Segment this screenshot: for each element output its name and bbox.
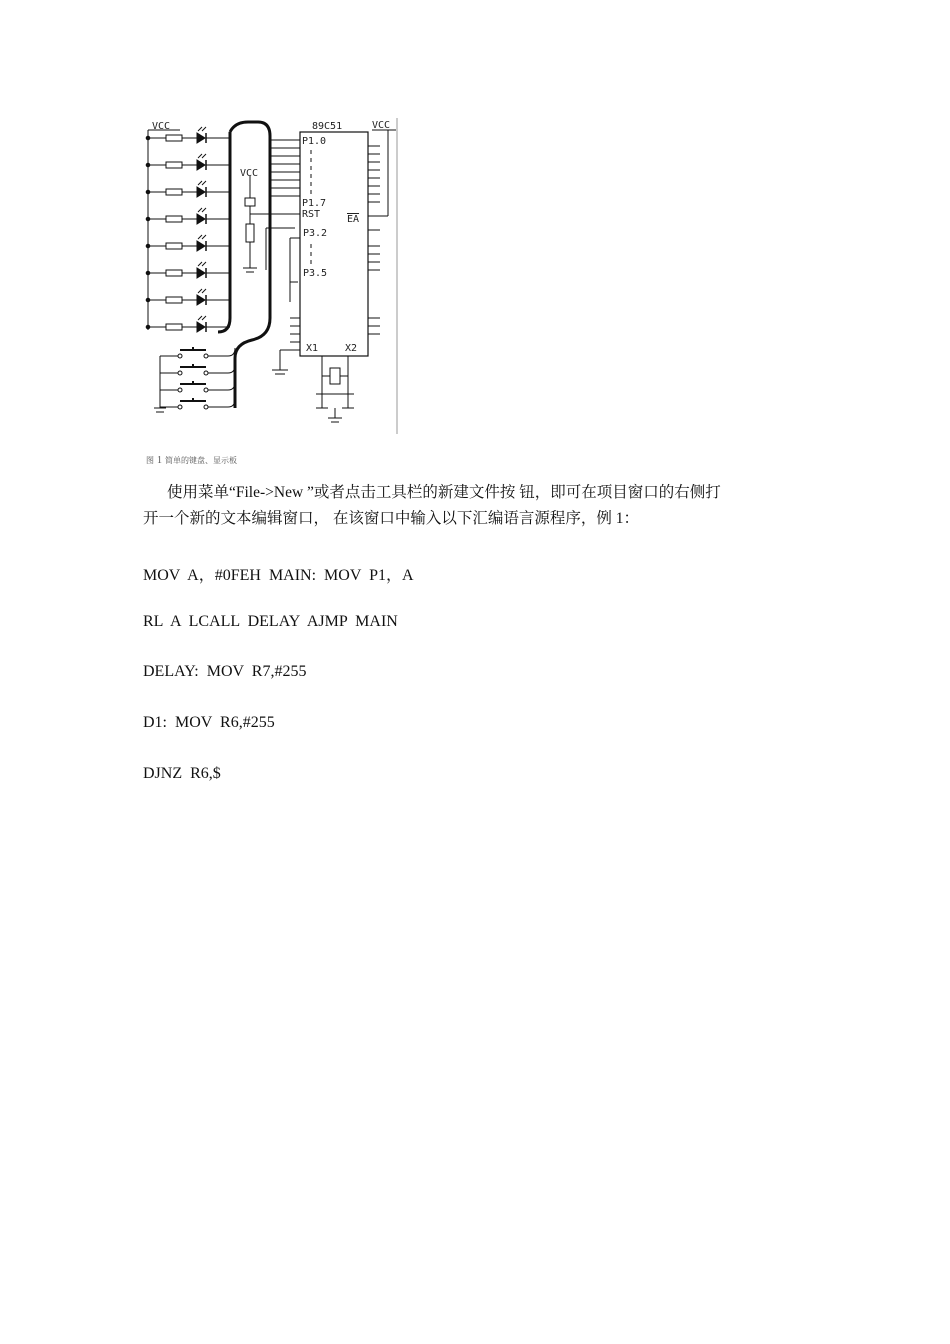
p1-7-label: P1.7 xyxy=(302,198,327,209)
vcc-label-left: VCC xyxy=(152,121,171,132)
caption-prefix: 图 xyxy=(146,456,154,465)
led-row xyxy=(146,154,230,170)
led-row xyxy=(146,235,230,251)
key-array xyxy=(160,347,235,409)
led-row xyxy=(146,181,230,197)
intro-paragraph xyxy=(143,480,808,532)
vcc-label-right: VCC xyxy=(372,120,391,131)
p1-0-label: P1.0 xyxy=(302,136,327,147)
caption-number: 1 xyxy=(157,455,162,466)
led-row xyxy=(146,262,230,278)
code-line-5: DJNZ R6,$ xyxy=(143,765,221,782)
figure-caption xyxy=(146,455,237,466)
key-switch xyxy=(160,364,235,375)
circuit-schematic-figure xyxy=(140,118,402,436)
code-line-4: D1: MOV R6,#255 xyxy=(143,714,275,731)
paragraph-line-2: 开一个新的文本编辑窗口， 在该窗口中输入以下汇编语言源程序，例 1： xyxy=(143,510,640,527)
p3-5-label: P3.5 xyxy=(303,268,328,279)
key-switch xyxy=(160,381,235,392)
key-switch xyxy=(160,398,235,409)
caption-text: 简单的键盘、显示板 xyxy=(165,456,237,465)
ea-label: EA xyxy=(347,214,360,225)
x1-label: X1 xyxy=(306,343,319,354)
led-row xyxy=(146,208,230,224)
chip-89c51 xyxy=(300,132,368,356)
rst-label: RST xyxy=(302,209,321,220)
code-line-1: MOV A，#0FEH MAIN: MOV P1，A xyxy=(143,567,414,584)
led-row xyxy=(146,316,230,332)
vcc-label-rst: VCC xyxy=(240,168,259,179)
x2-label: X2 xyxy=(345,343,358,354)
p3-2-label: P3.2 xyxy=(303,228,328,239)
code-line-2: RL A LCALL DELAY AJMP MAIN xyxy=(143,613,398,630)
code-line-3: DELAY: MOV R7,#255 xyxy=(143,663,307,680)
led-array xyxy=(146,127,230,332)
chip-name-label: 89C51 xyxy=(312,121,343,132)
led-row xyxy=(146,289,230,305)
key-switch xyxy=(160,347,235,358)
paragraph-line-1: 使用菜单“File->New ”或者点击工具栏的新建文件按 钮，即可在项目窗口的右侧打 xyxy=(167,484,721,501)
